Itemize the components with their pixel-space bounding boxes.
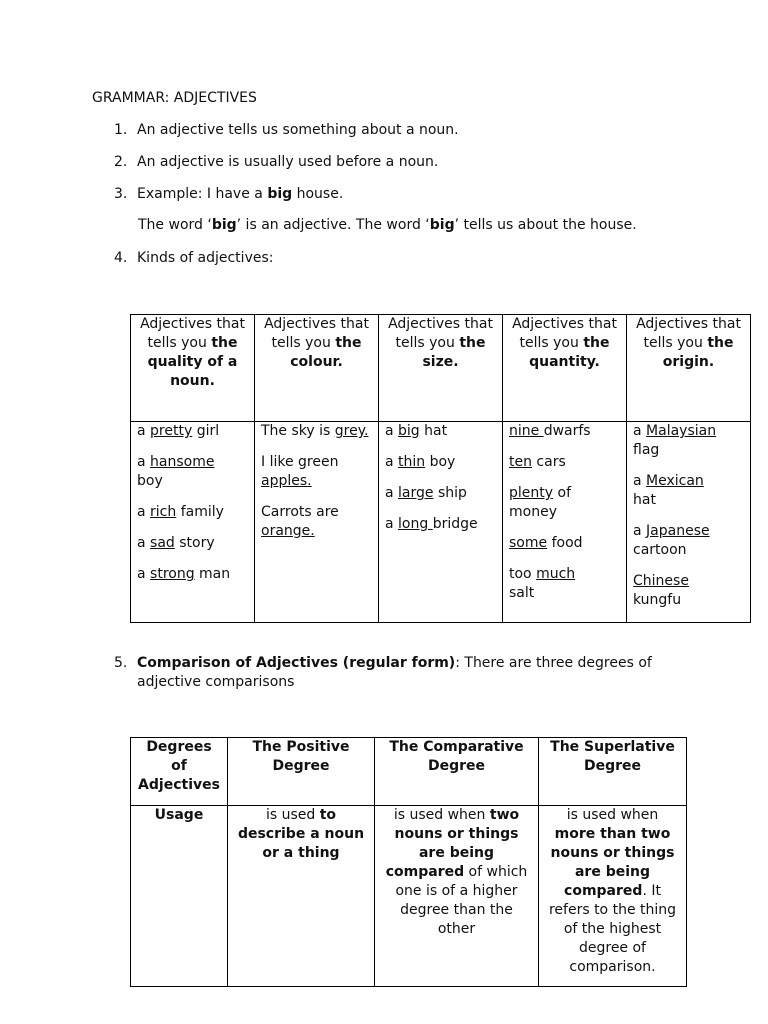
- size-examples: [379, 422, 503, 623]
- ex-pre: a: [137, 423, 151, 439]
- example-item: [509, 453, 620, 472]
- example-item: [261, 503, 372, 541]
- ex-adjective: plenty: [509, 485, 554, 501]
- ex-adjective: much: [536, 566, 576, 582]
- header-bold: the size.: [422, 335, 486, 370]
- example-item: [137, 565, 248, 584]
- header-superlative: The Superlative Degree: [539, 738, 687, 806]
- example-note: [138, 217, 637, 233]
- ex-adjective: nine: [509, 423, 544, 439]
- ex-adjective: pretty: [150, 423, 193, 439]
- example-item: [509, 422, 620, 441]
- example-item: [385, 422, 496, 441]
- ex-adjective: apples.: [261, 473, 312, 489]
- example-item: [385, 515, 496, 534]
- point-text: Kinds of adjectives:: [137, 250, 274, 266]
- comparison-header-row: [131, 738, 687, 806]
- ex-post: of money: [509, 485, 571, 520]
- point-number: 3.: [114, 186, 128, 202]
- example-item: [137, 453, 248, 491]
- usage-label-text: Usage: [154, 807, 204, 823]
- usage-bold: to describe a noun or a thing: [237, 807, 365, 861]
- ex-post: salt: [509, 585, 535, 601]
- ex-adjective: thin: [398, 454, 426, 470]
- example-item: [509, 484, 620, 522]
- kinds-of-adjectives-table: [130, 314, 751, 623]
- ex-pre: a: [385, 516, 399, 532]
- quantity-examples: [503, 422, 627, 623]
- ex-adjective: strong: [150, 566, 195, 582]
- usage-label: [131, 806, 228, 987]
- ex-adjective: Chinese: [633, 573, 689, 589]
- example-item: [633, 472, 744, 510]
- usage-text-end: . It refers to the thing of the highest degree of comparison.: [548, 883, 677, 975]
- ex-post: kungfu: [633, 592, 682, 608]
- point-4: [114, 250, 273, 266]
- example-item: [137, 422, 248, 441]
- ex-post: story: [174, 535, 215, 551]
- kinds-header-row: [131, 315, 751, 422]
- ex-adjective: hansome: [150, 454, 215, 470]
- ex-post: boy: [137, 473, 163, 489]
- point-1: [114, 122, 459, 138]
- ex-pre: too: [509, 566, 537, 582]
- point-number: 1.: [114, 122, 128, 138]
- example-bold-word: big: [267, 186, 293, 202]
- superlative-usage: [539, 806, 687, 987]
- header-text: Adjectives that tells you: [264, 316, 369, 351]
- ex-pre: The sky is: [261, 423, 335, 439]
- ex-adjective: grey.: [334, 423, 369, 439]
- point-number: 4.: [114, 250, 128, 266]
- ex-post: hat: [633, 492, 656, 508]
- point-number: 2.: [114, 154, 128, 170]
- header-text: Adjectives that tells you: [512, 316, 617, 351]
- usage-text: is used when: [393, 807, 490, 823]
- point-number: 5.: [114, 655, 128, 671]
- ex-post: family: [176, 504, 224, 520]
- ex-pre: a: [385, 454, 399, 470]
- header-degrees: Degrees of Adjectives: [131, 738, 228, 806]
- ex-adjective: Mexican: [646, 473, 704, 489]
- example-item: [137, 503, 248, 522]
- ex-pre: a: [385, 423, 399, 439]
- header-positive: The Positive Degree: [228, 738, 375, 806]
- ex-adjective: sad: [150, 535, 175, 551]
- ex-pre: a: [633, 523, 647, 539]
- header-bold: the quantity.: [529, 335, 610, 370]
- point-2: [114, 154, 438, 170]
- usage-bold: more than two nouns or things are being compared: [550, 826, 675, 899]
- header-quality: [131, 315, 255, 422]
- ex-pre: Carrots are: [261, 504, 339, 520]
- ex-post: cars: [531, 454, 566, 470]
- note-bold: big: [429, 217, 455, 233]
- header-quantity: [503, 315, 627, 422]
- usage-text-end: of which one is of a higher degree than the other: [395, 864, 528, 937]
- example-item: [633, 522, 744, 560]
- example-item: [633, 572, 744, 610]
- ex-adjective: orange.: [261, 523, 315, 539]
- header-bold: the colour.: [290, 335, 362, 370]
- example-item: [509, 565, 620, 603]
- ex-adjective: some: [509, 535, 548, 551]
- point-bold: Comparison of Adjectives (regular form): [137, 655, 456, 671]
- ex-pre: a: [137, 504, 151, 520]
- ex-post: bridge: [432, 516, 478, 532]
- header-text: Adjectives that tells you: [140, 316, 245, 351]
- header-origin: [627, 315, 751, 422]
- example-item: [633, 422, 744, 460]
- page-title: GRAMMAR: ADJECTIVES: [92, 90, 257, 106]
- ex-adjective: Japanese: [646, 523, 710, 539]
- usage-text: is used when: [566, 807, 659, 823]
- ex-post: food: [547, 535, 583, 551]
- point-text: : There are three degrees of: [455, 655, 652, 671]
- example-item: [261, 422, 372, 441]
- ex-post: dwarfs: [543, 423, 591, 439]
- note-part: ’ is an adjective. The word ‘: [236, 217, 430, 233]
- example-item: [509, 534, 620, 553]
- ex-pre: I like green: [261, 454, 339, 470]
- example-item: [137, 534, 248, 553]
- positive-usage: [228, 806, 375, 987]
- example-item: [385, 453, 496, 472]
- header-text: Adjectives that tells you: [636, 316, 741, 351]
- note-bold: big: [211, 217, 237, 233]
- ex-post: boy: [425, 454, 456, 470]
- quality-examples: [131, 422, 255, 623]
- ex-post: man: [194, 566, 231, 582]
- usage-text: is used: [265, 807, 320, 823]
- ex-adjective: rich: [150, 504, 177, 520]
- ex-post: cartoon: [633, 542, 687, 558]
- point-5: [114, 654, 652, 692]
- usage-row: [131, 806, 687, 987]
- comparative-usage: [375, 806, 539, 987]
- example-text: Example: I have a: [137, 186, 268, 202]
- header-colour: [255, 315, 379, 422]
- header-bold: the origin.: [662, 335, 734, 370]
- ex-pre: a: [633, 423, 647, 439]
- point-text: An adjective tells us something about a noun.: [137, 122, 459, 138]
- ex-pre: a: [137, 566, 151, 582]
- usage-bold: two nouns or things are being compared: [385, 807, 520, 880]
- comparison-table: [130, 737, 687, 987]
- colour-examples: [255, 422, 379, 623]
- ex-adjective: long: [398, 516, 433, 532]
- kinds-examples-row: [131, 422, 751, 623]
- ex-adjective: large: [398, 485, 434, 501]
- ex-adjective: Malaysian: [646, 423, 717, 439]
- ex-adjective: big: [398, 423, 420, 439]
- point-text-continued: adjective comparisons: [137, 674, 295, 690]
- ex-post: flag: [633, 442, 660, 458]
- ex-post: hat: [419, 423, 448, 439]
- example-text-end: house.: [292, 186, 344, 202]
- header-comparative: The Comparative Degree: [375, 738, 539, 806]
- ex-pre: a: [385, 485, 399, 501]
- point-text: An adjective is usually used before a noun.: [137, 154, 439, 170]
- ex-pre: a: [137, 454, 151, 470]
- ex-post: girl: [192, 423, 220, 439]
- example-item: [385, 484, 496, 503]
- note-part: The word ‘: [138, 217, 212, 233]
- origin-examples: [627, 422, 751, 623]
- example-item: [261, 453, 372, 491]
- ex-post: ship: [433, 485, 467, 501]
- ex-pre: a: [137, 535, 151, 551]
- header-text: Adjectives that tells you: [388, 316, 493, 351]
- ex-pre: a: [633, 473, 647, 489]
- point-3-example: [114, 186, 343, 202]
- ex-adjective: ten: [509, 454, 532, 470]
- header-bold: the quality of a noun.: [147, 335, 238, 389]
- note-part: ’ tells us about the house.: [454, 217, 637, 233]
- header-size: [379, 315, 503, 422]
